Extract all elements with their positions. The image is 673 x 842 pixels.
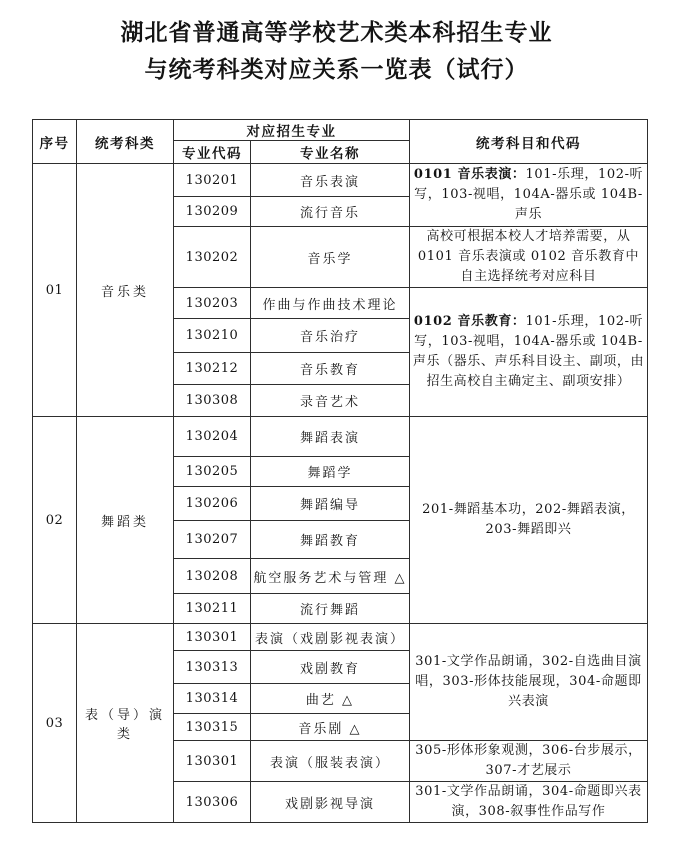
exam-subjects-cell [410, 164, 648, 227]
major-name-cell: 表演（戏剧影视表演） [251, 624, 410, 651]
table-row [33, 164, 648, 197]
major-code-cell: 130210 [174, 319, 251, 353]
exam-text: 305-形体形象观测，306-台步展示，307-才艺展示 [415, 743, 642, 778]
major-name-cell: 音乐教育 [251, 353, 410, 385]
major-name-cell: 舞蹈编导 [251, 487, 410, 521]
header-major-name: 专业名称 [251, 141, 410, 164]
major-code-cell: 130211 [174, 594, 251, 624]
header-exam-subjects: 统考科目和代码 [410, 120, 648, 164]
title-line-2: 与统考科类对应关系一览表（试行） [144, 56, 529, 83]
major-name-cell: 舞蹈学 [251, 457, 410, 487]
exam-subjects-cell [410, 624, 648, 741]
table-header [33, 120, 648, 164]
major-code-cell: 130206 [174, 487, 251, 521]
exam-text: 101-乐理，102-听写，103-视唱，104A-器乐或 104B-声乐 [414, 167, 644, 222]
exam-subjects-cell [410, 227, 648, 288]
major-name-cell: 表演（服装表演） [251, 741, 410, 782]
section-category: 舞蹈类 [77, 417, 174, 624]
header-category: 统考科类 [77, 120, 174, 164]
major-code-cell: 130203 [174, 288, 251, 319]
section-seq: 03 [33, 624, 77, 823]
exam-subjects-cell [410, 288, 648, 417]
major-name-cell: 作曲与作曲技术理论 [251, 288, 410, 319]
exam-subjects-cell [410, 741, 648, 782]
exam-text: 301-文学作品朗诵，304-命题即兴表演，308-叙事性作品写作 [415, 784, 642, 819]
major-name-cell: 音乐学 [251, 227, 410, 288]
exam-text: 301-文学作品朗诵，302-自选曲目演唱，303-形体技能展现，304-命题即兴表演 [415, 654, 642, 709]
exam-bold-label: 0101 音乐表演： [413, 167, 526, 182]
major-name-cell: 戏剧教育 [251, 651, 410, 684]
section-seq: 01 [33, 164, 77, 417]
major-code-cell: 130314 [174, 684, 251, 714]
major-code-cell: 130212 [174, 353, 251, 385]
major-code-cell: 130301 [174, 741, 251, 782]
major-code-cell: 130301 [174, 624, 251, 651]
exam-subjects-cell [410, 782, 648, 823]
major-code-cell: 130201 [174, 164, 251, 197]
major-code-cell: 130308 [174, 385, 251, 417]
major-name-cell: 流行舞蹈 [251, 594, 410, 624]
section-seq: 02 [33, 417, 77, 624]
major-name-cell: 航空服务艺术与管理 △ [251, 559, 410, 594]
table-row [33, 624, 648, 651]
major-code-cell: 130209 [174, 197, 251, 227]
major-code-cell: 130204 [174, 417, 251, 457]
exam-text: 201-舞蹈基本功，202-舞蹈表演，203-舞蹈即兴 [422, 502, 635, 537]
major-name-cell: 音乐治疗 [251, 319, 410, 353]
table-body [33, 164, 648, 823]
major-name-cell: 戏剧影视导演 [251, 782, 410, 823]
header-seq: 序号 [33, 120, 77, 164]
major-name-cell: 曲艺 △ [251, 684, 410, 714]
exam-text: 高校可根据本校人才培养需要，从 0101 音乐表演或 0102 音乐教育中自主选择统考对应科目 [417, 229, 640, 284]
major-code-cell: 130205 [174, 457, 251, 487]
major-name-cell: 音乐表演 [251, 164, 410, 197]
major-code-cell: 130313 [174, 651, 251, 684]
major-name-cell: 舞蹈表演 [251, 417, 410, 457]
section-category: 音乐类 [77, 164, 174, 417]
major-code-cell: 130208 [174, 559, 251, 594]
major-code-cell: 130306 [174, 782, 251, 823]
exam-bold-label: 0102 音乐教育： [413, 314, 526, 329]
major-code-cell: 130207 [174, 521, 251, 559]
correspondence-table [32, 119, 648, 823]
exam-subjects-cell [410, 417, 648, 624]
header-majors-group: 对应招生专业 [174, 120, 410, 141]
table-row [33, 417, 648, 457]
major-name-cell: 流行音乐 [251, 197, 410, 227]
exam-text: 101-乐理，102-听写，103-视唱，104A-器乐或 104B-声乐（器乐、声乐科目设主、副项，由招生高校自主确定主、副项安排） [412, 314, 645, 389]
major-code-cell: 130315 [174, 714, 251, 741]
section-category: 表（导）演类 [77, 624, 174, 823]
page-title [0, 0, 673, 88]
major-name-cell: 音乐剧 △ [251, 714, 410, 741]
title-line-1: 湖北省普通高等学校艺术类本科招生专业 [120, 19, 553, 46]
major-name-cell: 舞蹈教育 [251, 521, 410, 559]
major-name-cell: 录音艺术 [251, 385, 410, 417]
major-code-cell: 130202 [174, 227, 251, 288]
header-major-code: 专业代码 [174, 141, 251, 164]
